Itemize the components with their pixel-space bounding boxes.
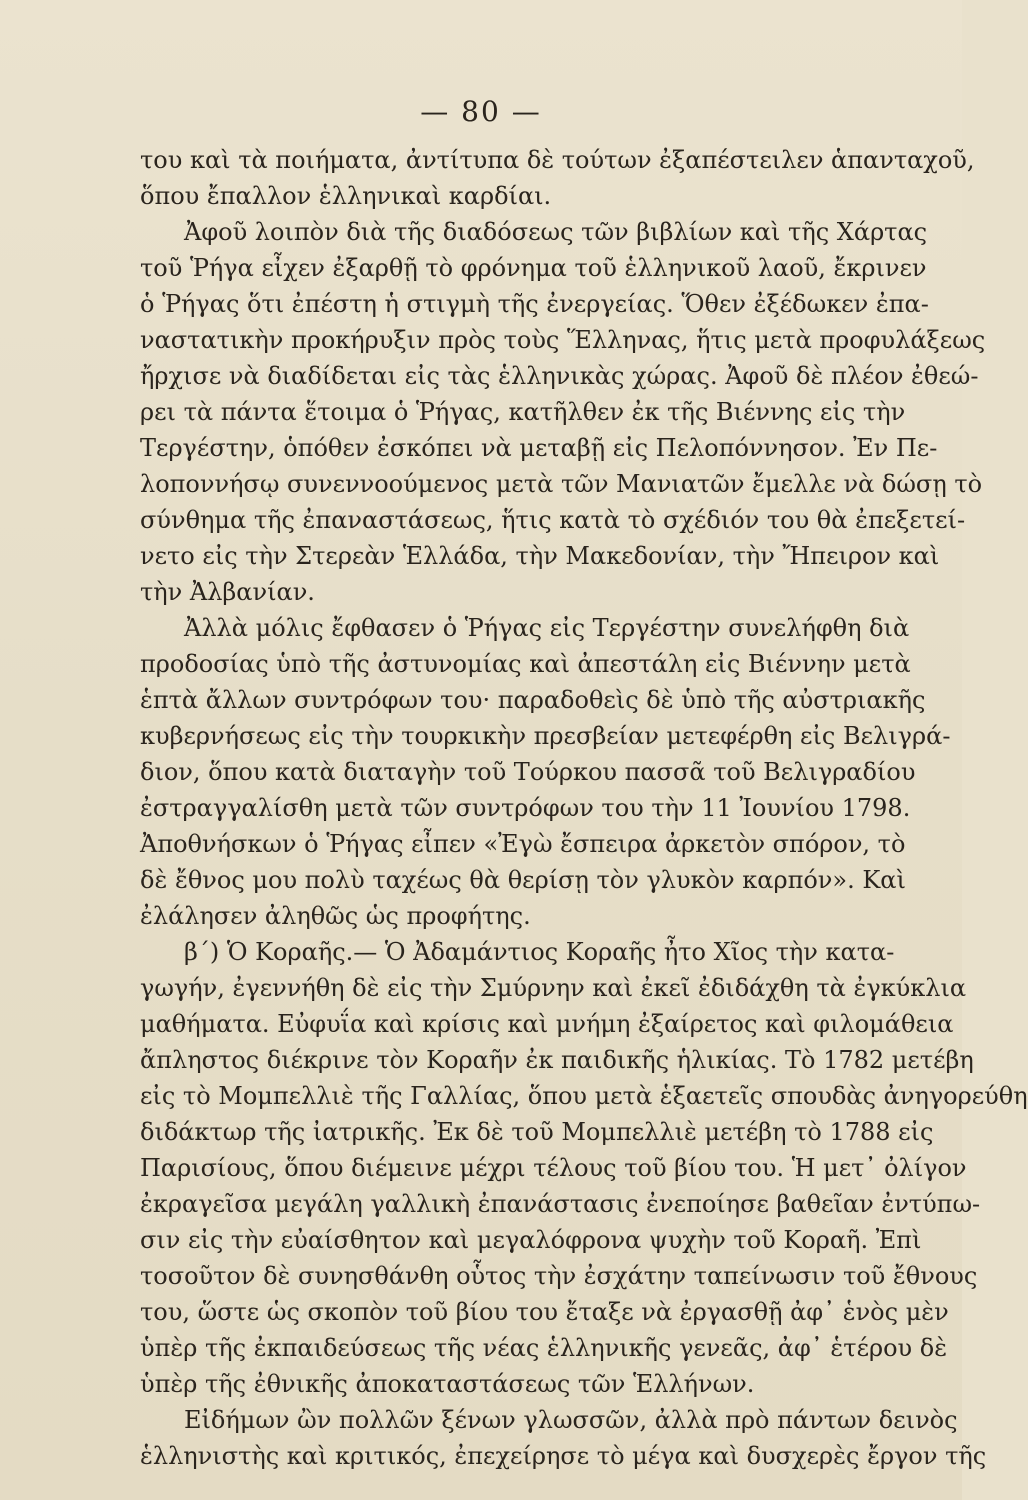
text-line: ἤρχισε νὰ διαδίδεται εἰς τὰς ἑλληνικὰς χώρας. Ἀφοῦ δὲ πλέον ἐθεώ-	[140, 362, 979, 390]
text-line: ὅπου ἔπαλλον ἑλληνικαὶ καρδίαι.	[140, 182, 552, 210]
text-line: του καὶ τὰ ποιήματα, ἀντίτυπα δὲ τούτων ἐξαπέστειλεν ἁπανταχοῦ,	[140, 146, 975, 174]
text-line: εἰς τὸ Μομπελλιὲ τῆς Γαλλίας, ὅπου μετὰ ἑξαετεῖς σπουδὰς ἀνηγορεύθη	[140, 1082, 1028, 1110]
text-line: διον, ὅπου κατὰ διαταγὴν τοῦ Τούρκου πασσᾶ τοῦ Βελιγραδίου	[140, 758, 916, 786]
text-line: του, ὥστε ὡς σκοπὸν τοῦ βίου του ἔταξε νὰ ἐργασθῇ ἀφ᾽ ἑνὸς μὲν	[140, 1298, 949, 1326]
text-line: ναστατικὴν προκήρυξιν πρὸς τοὺς Ἕλληνας, ἥτις μετὰ προφυλάξεως	[140, 326, 986, 354]
text-line: ἑπτὰ ἄλλων συντρόφων του· παραδοθεὶς δὲ ὑπὸ τῆς αὐστριακῆς	[140, 686, 926, 714]
text-line: γωγήν, ἐγεννήθη δὲ εἰς τὴν Σμύρνην καὶ ἐκεῖ ἐδιδάχθη τὰ ἐγκύκλια	[140, 974, 967, 1002]
text-line: κυβερνήσεως εἰς τὴν τουρκικὴν πρεσβείαν μετεφέρθη εἰς Βελιγρά-	[140, 722, 951, 750]
text-line: ὁ Ῥήγας ὅτι ἐπέστη ἡ στιγμὴ τῆς ἐνεργείας. Ὅθεν ἐξέδωκεν ἐπα-	[140, 290, 929, 318]
page-number: — 80 —	[420, 95, 542, 128]
text-line: προδοσίας ὑπὸ τῆς ἀστυνομίας καὶ ἀπεστάλη εἰς Βιέννην μετὰ	[140, 650, 911, 678]
text-line: ἐλάλησεν ἀληθῶς ὡς προφήτης.	[140, 902, 531, 930]
text-line: Ἀλλὰ μόλις ἔφθασεν ὁ Ῥήγας εἰς Τεργέστην συνελήφθη διὰ	[184, 614, 910, 642]
text-line: ὑπὲρ τῆς ἐθνικῆς ἀποκαταστάσεως τῶν Ἑλλήνων.	[140, 1370, 755, 1398]
body-text	[140, 142, 1028, 1474]
text-line: ρει τὰ πάντα ἕτοιμα ὁ Ῥήγας, κατῆλθεν ἐκ τῆς Βιέννης εἰς τὴν	[140, 398, 906, 426]
text-line: σύνθημα τῆς ἐπαναστάσεως, ἥτις κατὰ τὸ σχέδιόν του θὰ ἐπεξετεί-	[140, 506, 966, 534]
text-line: τοῦ Ῥήγα εἶχεν ἐξαρθῇ τὸ φρόνημα τοῦ ἑλληνικοῦ λαοῦ, ἔκρινεν	[140, 254, 927, 282]
text-line: β΄) Ὁ Κοραῆς.— Ὁ Ἀδαμάντιος Κοραῆς ἦτο Χῖος τὴν κατα-	[184, 938, 895, 966]
text-line: Ἀποθνήσκων ὁ Ῥήγας εἶπεν «Ἐγὼ ἔσπειρα ἀρκετὸν σπόρον, τὸ	[140, 830, 906, 858]
text-line: Εἰδήμων ὢν πολλῶν ξένων γλωσσῶν, ἀλλὰ πρὸ πάντων δεινὸς	[184, 1406, 958, 1434]
text-line: ὑπὲρ τῆς ἐκπαιδεύσεως τῆς νέας ἑλληνικῆς γενεᾶς, ἀφ᾽ ἑτέρου δὲ	[140, 1334, 948, 1362]
text-line: ἐκραγεῖσα μεγάλη γαλλικὴ ἐπανάστασις ἐνεποίησε βαθεῖαν ἐντύπω-	[140, 1190, 981, 1218]
text-line: δὲ ἔθνος μου πολὺ ταχέως θὰ θερίσῃ τὸν γλυκὸν καρπόν». Καὶ	[140, 866, 906, 894]
text-line: σιν εἰς τὴν εὐαίσθητον καὶ μεγαλόφρονα ψυχὴν τοῦ Κοραῆ. Ἐπὶ	[140, 1226, 922, 1254]
text-line: Παρισίους, ὅπου διέμεινε μέχρι τέλους τοῦ βίου του. Ἡ μετ᾽ ὀλίγον	[140, 1154, 967, 1182]
text-line: ἄπληστος διέκρινε τὸν Κοραῆν ἐκ παιδικῆς ἡλικίας. Τὸ 1782 μετέβη	[140, 1046, 974, 1074]
text-line: τοσοῦτον δὲ συνησθάνθη οὗτος τὴν ἐσχάτην ταπείνωσιν τοῦ ἔθνους	[140, 1262, 978, 1290]
text-line: νετο εἰς τὴν Στερεὰν Ἑλλάδα, τὴν Μακεδονίαν, τὴν Ἤπειρον καὶ	[140, 542, 940, 570]
text-line: τὴν Ἀλβανίαν.	[140, 578, 315, 606]
text-line: ἑλληνιστὴς καὶ κριτικός, ἐπεχείρησε τὸ μέγα καὶ δυσχερὲς ἔργον τῆς	[140, 1442, 987, 1470]
text-line: μαθήματα. Εὐφυΐα καὶ κρίσις καὶ μνήμη ἐξαίρετος καὶ φιλομάθεια	[140, 1010, 954, 1038]
text-line: λοποννήσῳ συνεννοούμενος μετὰ τῶν Μανιατῶν ἔμελλε νὰ δώσῃ τὸ	[140, 470, 983, 498]
text-line: διδάκτωρ τῆς ἰατρικῆς. Ἐκ δὲ τοῦ Μομπελλιὲ μετέβη τὸ 1788 εἰς	[140, 1118, 934, 1146]
text-line: Ἀφοῦ λοιπὸν διὰ τῆς διαδόσεως τῶν βιβλίων καὶ τῆς Χάρτας	[184, 218, 928, 246]
text-line: ἐστραγγαλίσθη μετὰ τῶν συντρόφων του τὴν 11 Ἰουνίου 1798.	[140, 794, 911, 822]
text-line: Τεργέστην, ὁπόθεν ἐσκόπει νὰ μεταβῇ εἰς Πελοπόννησον. Ἐν Πε-	[140, 434, 938, 462]
